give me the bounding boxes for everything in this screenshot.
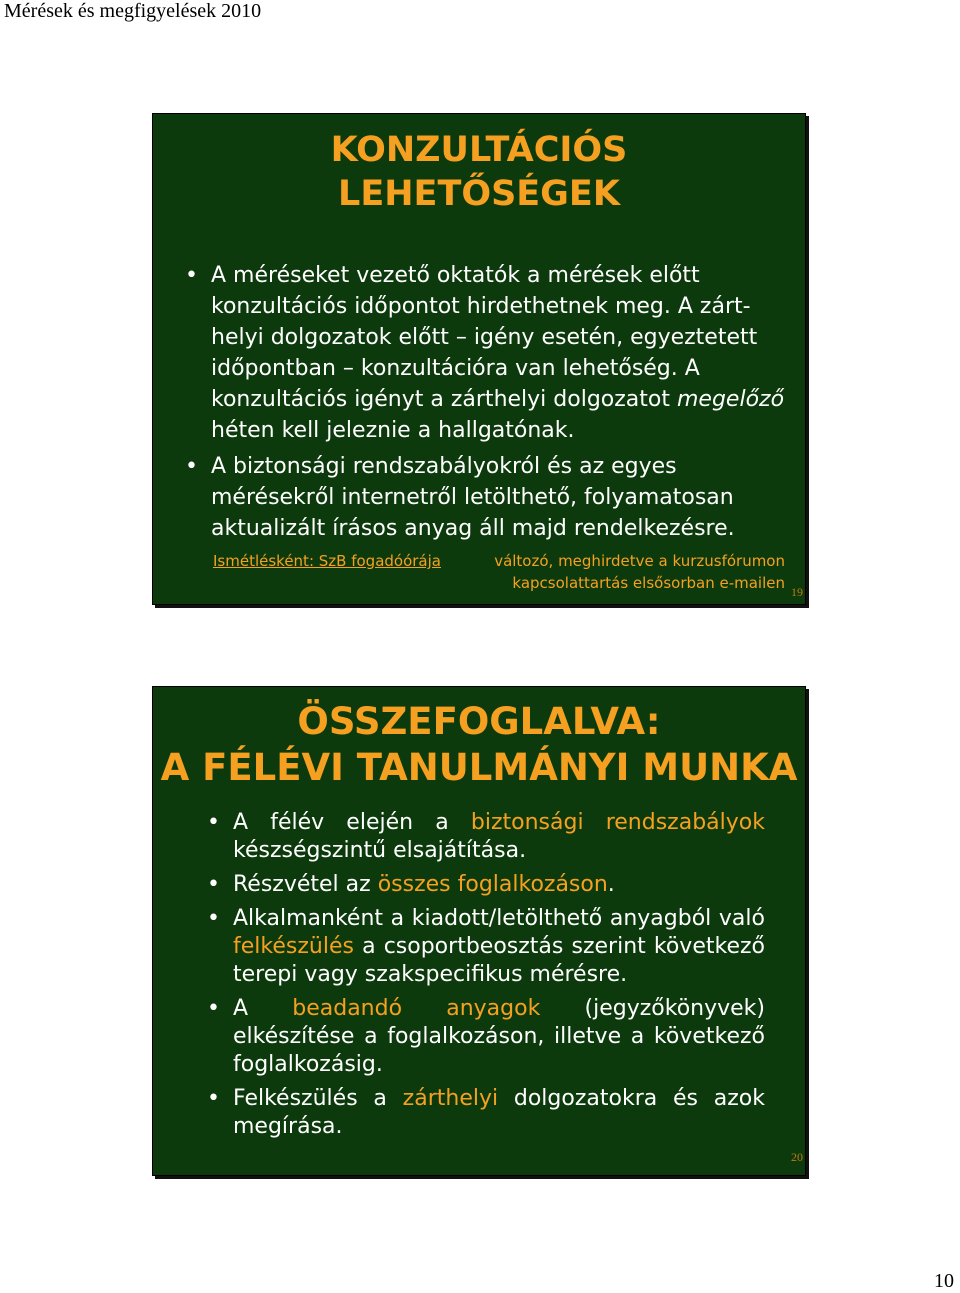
- bullet-text: Alkalmanként a kiadott/letölthető anyagból való: [233, 906, 765, 931]
- bullet-item: [211, 451, 791, 544]
- bullet-highlight: zárthelyi: [402, 1086, 499, 1111]
- bullet-text: A méréseket vezető oktatók a mérések előtt konzultációs időpontot hirdethetnek meg. A zárt-helyi dolgozatok előtt – igény esetén, egyeztetett időpontban – konzultációra van lehetőség. A konzultációs igényt a zárthelyi dolgozatot: [211, 263, 758, 412]
- bullet-text: dolgozatokra és azok megírása.: [233, 1086, 765, 1139]
- office-hours-detail: [494, 550, 785, 594]
- bullet-item: [233, 871, 765, 899]
- bullet-text: Részvétel az: [233, 872, 378, 897]
- bullet-highlight: összes foglalkozáson: [377, 872, 608, 897]
- bullet-text: A biztonsági rendszabályokról és az egyes mérésekről internetről letölthető, folyamatosan aktualizált írásos anyag áll majd rendelkezésre.: [211, 454, 735, 541]
- bullet-highlight: biztonsági rendszabályok: [470, 810, 765, 835]
- bullet-text: A: [233, 996, 293, 1021]
- bullet-highlight: felkészülés: [233, 934, 354, 959]
- slide-title-line1: KONZULTÁCIÓS: [330, 130, 628, 170]
- bullet-item: [211, 260, 791, 446]
- bullet-highlight: beadandó anyagok: [292, 996, 541, 1021]
- slide-konzultacios-lehetosegek: [152, 113, 806, 605]
- slide-title-line1: ÖSSZEFOGLALVA:: [297, 700, 661, 743]
- bullet-emphasis: megelőző: [676, 387, 785, 412]
- office-hours-note: Ismétlésként: SzB fogadóórája: [213, 552, 441, 570]
- bullet-text: A félév elején a: [233, 810, 471, 835]
- slide-osszefoglalva: [152, 686, 806, 1176]
- office-hours-detail-line2: kapcsolattartás elsősorban e-mailen: [512, 574, 785, 592]
- slide-title-line2: LEHETŐSÉGEK: [338, 174, 620, 214]
- bullet-text: készségszintű elsajátítása.: [233, 838, 527, 863]
- slide-number: 20: [791, 1150, 803, 1164]
- bullet-item: [233, 905, 765, 989]
- bullet-item: [233, 995, 765, 1079]
- slide-title-line2: A FÉLÉVI TANULMÁNYI MUNKA: [160, 746, 798, 789]
- bullet-list: [211, 260, 791, 549]
- bullet-text: héten kell jeleznie a hallgatónak.: [211, 418, 575, 443]
- bullet-text: .: [607, 872, 615, 897]
- office-hours-detail-line1: változó, meghirdetve a kurzusfórumon: [494, 552, 785, 570]
- document-header: Mérések és megfigyelések 2010: [4, 0, 262, 22]
- bullet-list: [233, 809, 765, 1147]
- bullet-item: [233, 1085, 765, 1141]
- page-number: 10: [934, 1270, 954, 1292]
- bullet-text: a csoportbeosztás szerint következő terepi vagy szakspecifikus mérésre.: [233, 934, 765, 987]
- slide-title: [153, 687, 805, 791]
- bullet-text: Felkészülés a: [233, 1086, 403, 1111]
- slide-number: 19: [791, 585, 803, 599]
- bullet-text: (jegyzőkönyvek) elkészítése a foglalkozáson, illetve a következő foglalkozásig.: [233, 996, 765, 1077]
- bullet-item: [233, 809, 765, 865]
- slide-title: [153, 114, 805, 216]
